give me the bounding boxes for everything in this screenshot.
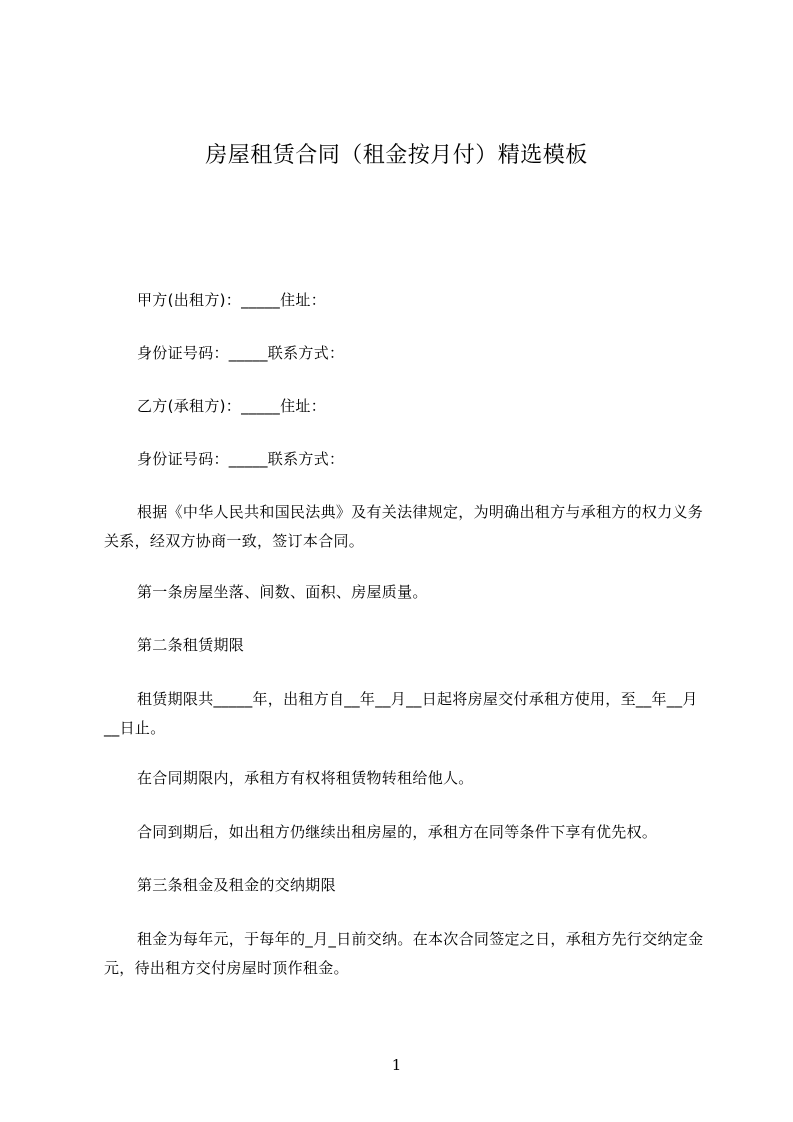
paragraph-sublease: 在合同期限内，承租方有权将租赁物转租给他人。 <box>137 769 474 787</box>
paragraph-party-b: 乙方(承租方)：_____住址： <box>137 397 327 415</box>
paragraph-party-a-id: 身份证号码：_____联系方式： <box>137 344 345 362</box>
paragraph-party-b-id: 身份证号码：_____联系方式： <box>137 450 345 468</box>
page-number: 1 <box>391 1056 402 1074</box>
document-title: 房屋租赁合同（租金按月付）精选模板 <box>205 143 588 168</box>
paragraph-party-a: 甲方(出租方)：_____住址： <box>137 291 327 309</box>
paragraph-article-1: 第一条房屋坐落、间数、面积、房屋质量。 <box>137 583 428 601</box>
paragraph-lease-term: 租赁期限共_____年，出租方自__年__月__日起将房屋交付承租方使用，至__年__月__日止。 <box>104 690 698 737</box>
paragraph-priority-right: 合同到期后，如出租方仍继续出租房屋的，承租方在同等条件下享有优先权。 <box>137 823 658 841</box>
paragraph-rent-payment: 租金为每年元，于每年的_月_日前交纳。在本次合同签定之日，承租方先行交纳定金元，待出租方交付房屋时顶作租金。 <box>104 930 704 977</box>
paragraph-article-2-heading: 第二条租赁期限 <box>137 636 245 654</box>
paragraph-preamble: 根据《中华人民共和国民法典》及有关法律规定，为明确出租方与承租方的权力义务关系，经双方协商一致，签订本合同。 <box>104 503 704 550</box>
paragraph-article-3-heading: 第三条租金及租金的交纳期限 <box>137 876 336 894</box>
